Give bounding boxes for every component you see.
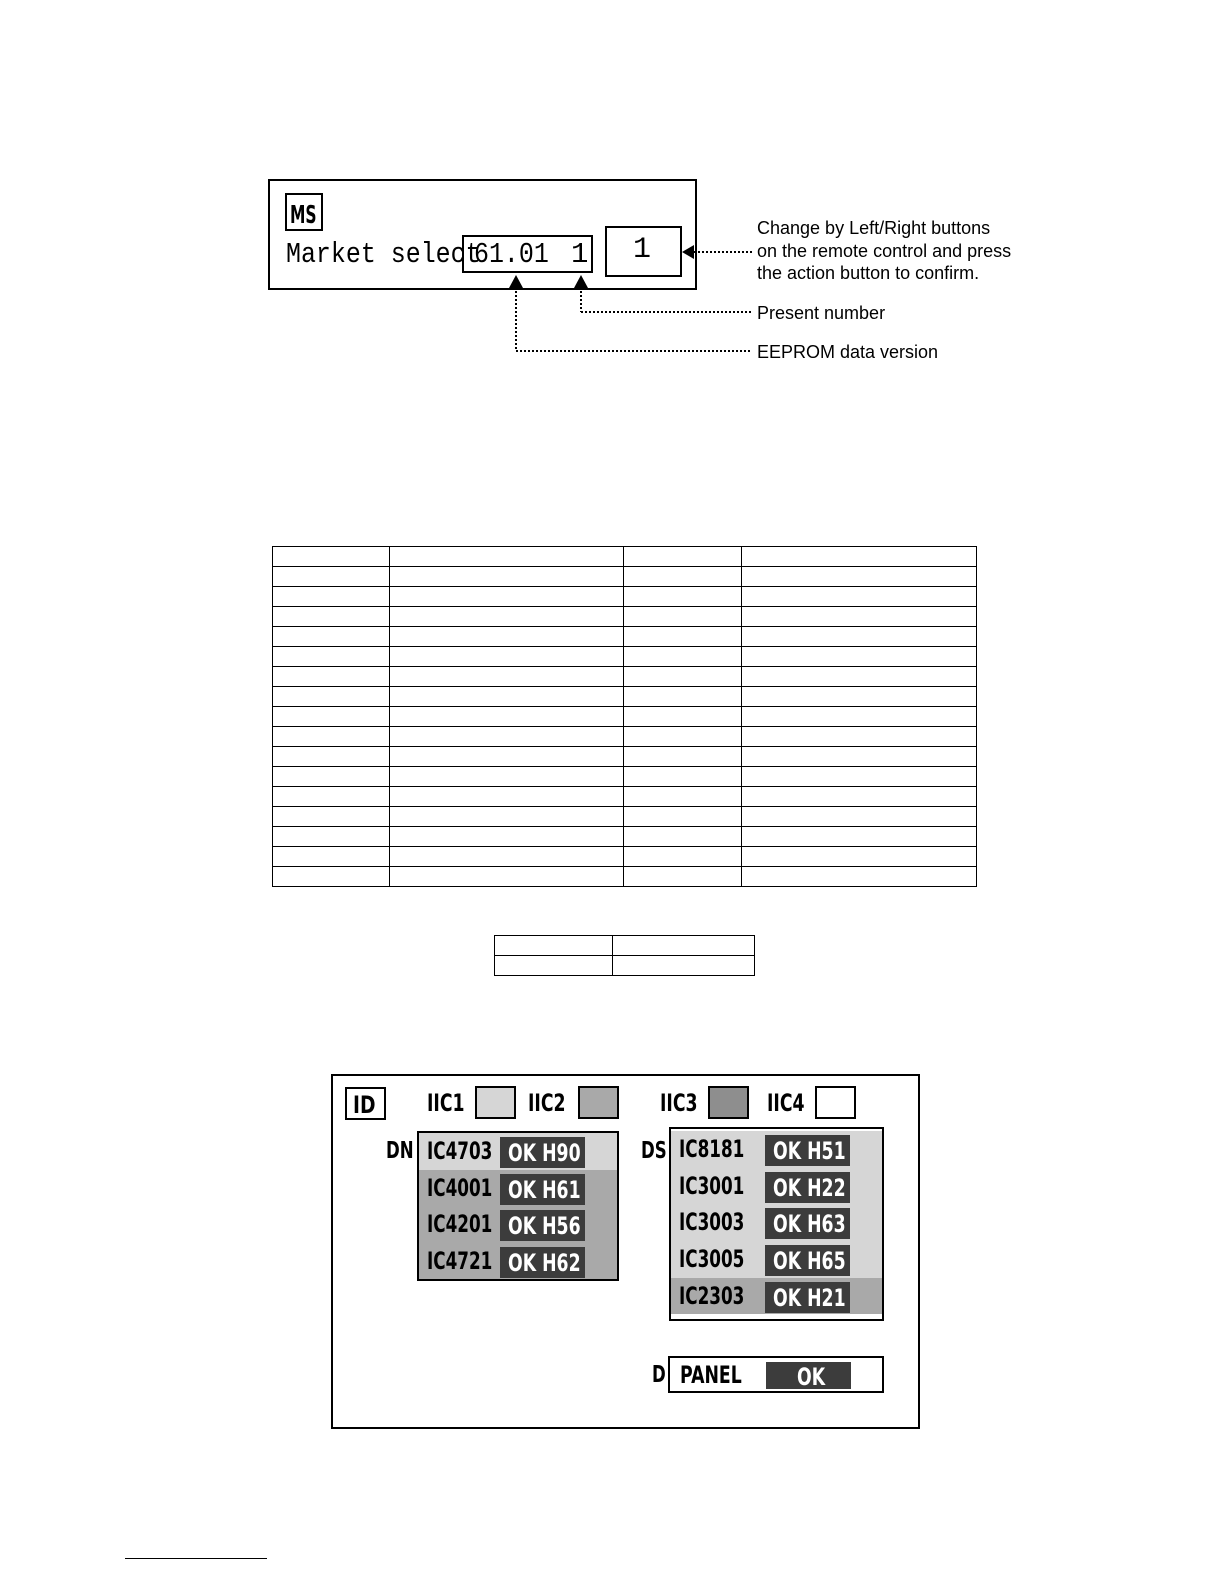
- ds-panel: [669, 1127, 884, 1321]
- iic3-swatch: [708, 1086, 749, 1119]
- table-cell: [273, 727, 390, 747]
- ds-label: DS: [641, 1138, 667, 1164]
- table-cell: [742, 547, 977, 567]
- ds-row: [671, 1131, 882, 1168]
- table-cell: [389, 667, 624, 687]
- iic3-label: IIC3: [660, 1089, 698, 1117]
- iic2-swatch: [578, 1086, 619, 1119]
- table-cell: [389, 767, 624, 787]
- market-table-row: [273, 707, 977, 727]
- table-cell: [742, 807, 977, 827]
- id-tag-text: ID: [353, 1091, 376, 1119]
- ic-name: IC2303: [679, 1281, 745, 1310]
- dn-label: DN: [386, 1138, 414, 1164]
- table-cell: [624, 687, 742, 707]
- table-cell: [624, 787, 742, 807]
- table-cell: [624, 767, 742, 787]
- market-table-row: [273, 747, 977, 767]
- table-cell: [742, 827, 977, 847]
- table-cell: [273, 607, 390, 627]
- table-cell: [389, 807, 624, 827]
- market-table-row: [273, 547, 977, 567]
- table-cell: [742, 707, 977, 727]
- table-cell: [273, 647, 390, 667]
- d-panel-status-text: OK: [797, 1363, 826, 1391]
- market-table-row: [273, 827, 977, 847]
- table-cell: [495, 936, 613, 956]
- table-cell: [624, 547, 742, 567]
- ic-name: IC4703: [427, 1137, 493, 1165]
- iic2-label: IIC2: [528, 1089, 566, 1117]
- market-table-row: [273, 847, 977, 867]
- table-cell: [389, 627, 624, 647]
- present-number-value: 1: [571, 238, 589, 271]
- table-cell: [389, 747, 624, 767]
- table-cell: [273, 847, 390, 867]
- table-cell: [624, 847, 742, 867]
- ms-tag-text: MS: [290, 200, 317, 229]
- market-table-row: [273, 607, 977, 627]
- table-cell: [273, 827, 390, 847]
- table-cell: [624, 627, 742, 647]
- ds-row: [671, 1204, 882, 1241]
- table-cell: [273, 807, 390, 827]
- ic-name: IC4201: [427, 1210, 493, 1238]
- ic-status-text: OK H90: [508, 1139, 581, 1167]
- ic-status: [765, 1282, 850, 1313]
- ic-status-text: OK H62: [508, 1248, 581, 1277]
- id-tag: [345, 1087, 386, 1120]
- table-cell: [624, 707, 742, 727]
- ic-status: [500, 1174, 585, 1205]
- eeprom-version-value: 61.01: [474, 238, 549, 271]
- table-cell: [389, 687, 624, 707]
- ic-status: [500, 1210, 585, 1241]
- ic-status-text: OK H51: [773, 1137, 846, 1165]
- table-cell: [742, 587, 977, 607]
- table-cell: [742, 727, 977, 747]
- d-panel: [668, 1356, 884, 1393]
- market-table-row: [273, 627, 977, 647]
- iic1-swatch: [475, 1086, 516, 1119]
- ic-status-text: OK H65: [773, 1247, 846, 1276]
- market-table-row: [273, 687, 977, 707]
- small-table: [494, 935, 755, 976]
- d-panel-name: PANEL: [680, 1361, 742, 1389]
- table-cell: [273, 867, 390, 887]
- ds-row: [671, 1278, 882, 1315]
- table-cell: [742, 607, 977, 627]
- table-cell: [273, 747, 390, 767]
- table-cell: [742, 767, 977, 787]
- table-cell: [495, 956, 613, 976]
- market-table-row: [273, 667, 977, 687]
- table-cell: [624, 647, 742, 667]
- footer-link-line: [125, 1558, 267, 1559]
- table-cell: [742, 867, 977, 887]
- market-table-row: [273, 807, 977, 827]
- eeprom-version-annotation: EEPROM data version: [757, 342, 939, 362]
- table-cell: [742, 747, 977, 767]
- iic1-label: IIC1: [427, 1089, 465, 1117]
- table-cell: [389, 547, 624, 567]
- ic-name: IC3005: [679, 1245, 745, 1274]
- table-cell: [389, 567, 624, 587]
- ic-status: [765, 1245, 850, 1276]
- market-table-row: [273, 727, 977, 747]
- dn-row: [419, 1206, 617, 1243]
- table-cell: [612, 956, 754, 976]
- ic-status-text: OK H61: [508, 1175, 581, 1204]
- market-select-label: Market select: [286, 238, 481, 271]
- table-cell: [742, 667, 977, 687]
- ic-status: [500, 1137, 585, 1168]
- table-cell: [273, 707, 390, 727]
- iic4-swatch: [815, 1086, 856, 1119]
- table-cell: [742, 687, 977, 707]
- present-number-annotation: Present number: [757, 303, 886, 323]
- table-cell: [273, 567, 390, 587]
- dn-row: [419, 1243, 617, 1280]
- table-cell: [389, 787, 624, 807]
- ic-name: IC8181: [679, 1135, 745, 1163]
- market-table-row: [273, 787, 977, 807]
- ic-status-text: OK H63: [773, 1210, 846, 1239]
- table-cell: [742, 567, 977, 587]
- change-annotation-line2: on the remote control and press: [757, 240, 1012, 261]
- ds-row: [671, 1168, 882, 1205]
- small-table-row: [495, 956, 755, 976]
- table-cell: [624, 607, 742, 627]
- ds-row: [671, 1241, 882, 1278]
- d-label: D: [652, 1362, 666, 1388]
- table-cell: [273, 547, 390, 567]
- table-cell: [624, 807, 742, 827]
- table-cell: [389, 827, 624, 847]
- table-cell: [389, 587, 624, 607]
- ic-status: [765, 1172, 850, 1203]
- change-annotation-line3: the action button to confirm.: [757, 263, 980, 283]
- dn-panel: [417, 1131, 619, 1281]
- market-select-value: 1: [633, 233, 652, 267]
- table-cell: [742, 787, 977, 807]
- market-table-row: [273, 567, 977, 587]
- change-annotation-line1: Change by Left/Right buttons: [757, 218, 991, 238]
- market-table: [272, 546, 977, 887]
- table-cell: [273, 787, 390, 807]
- annotation-leaders: [0, 0, 1224, 400]
- table-cell: [273, 767, 390, 787]
- table-cell: [624, 727, 742, 747]
- ic-status-text: OK H21: [773, 1283, 846, 1312]
- table-cell: [273, 687, 390, 707]
- table-cell: [742, 627, 977, 647]
- ic-name: IC4001: [427, 1173, 493, 1202]
- ic-status-text: OK H56: [508, 1212, 581, 1240]
- table-cell: [742, 847, 977, 867]
- table-cell: [624, 827, 742, 847]
- small-table-row: [495, 936, 755, 956]
- table-cell: [624, 587, 742, 607]
- ic-status: [765, 1135, 850, 1166]
- table-cell: [389, 727, 624, 747]
- ic-status: [500, 1247, 585, 1278]
- table-cell: [273, 667, 390, 687]
- ic-name: IC4721: [427, 1246, 493, 1275]
- dn-row: [419, 1133, 617, 1170]
- table-cell: [624, 867, 742, 887]
- table-cell: [389, 707, 624, 727]
- market-table-row: [273, 587, 977, 607]
- d-panel-status: [766, 1362, 851, 1389]
- table-cell: [273, 587, 390, 607]
- table-cell: [389, 847, 624, 867]
- table-cell: [624, 747, 742, 767]
- table-cell: [624, 567, 742, 587]
- table-cell: [742, 647, 977, 667]
- table-cell: [612, 936, 754, 956]
- dn-row: [419, 1170, 617, 1207]
- table-cell: [273, 627, 390, 647]
- market-table-row: [273, 867, 977, 887]
- iic4-label: IIC4: [767, 1089, 805, 1117]
- arrow-change: [682, 245, 694, 259]
- table-cell: [389, 607, 624, 627]
- arrow-present: [574, 275, 588, 288]
- ic-name: IC3003: [679, 1208, 745, 1237]
- table-cell: [389, 867, 624, 887]
- arrow-eeprom: [509, 275, 523, 288]
- ic-name: IC3001: [679, 1171, 745, 1200]
- market-table-row: [273, 647, 977, 667]
- table-cell: [389, 647, 624, 667]
- table-cell: [624, 667, 742, 687]
- ic-status-text: OK H22: [773, 1173, 846, 1202]
- market-table-row: [273, 767, 977, 787]
- ic-status: [765, 1208, 850, 1239]
